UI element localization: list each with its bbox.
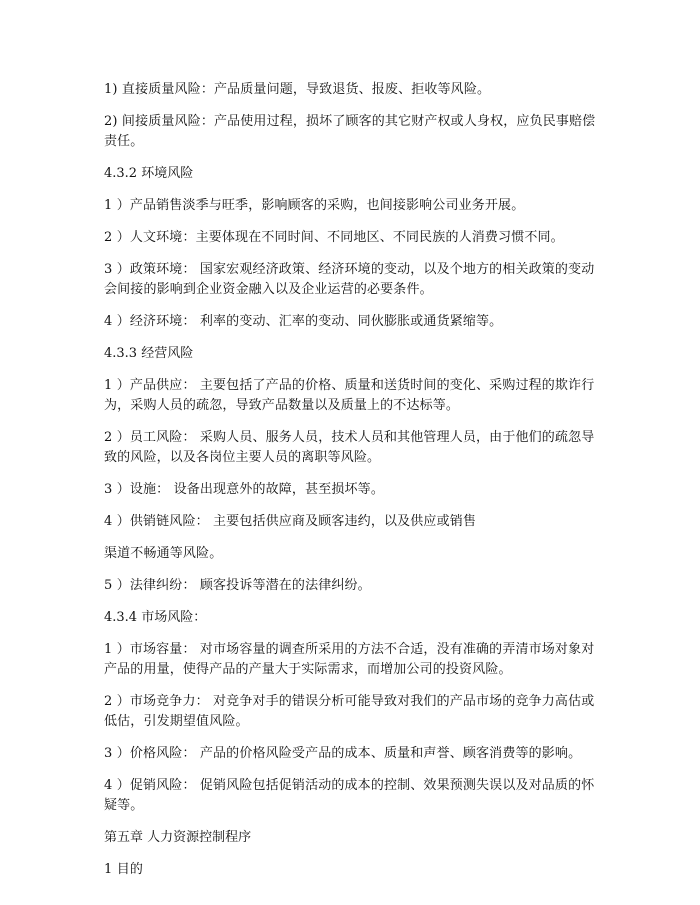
chapter-heading-5: 第五章 人力资源控制程序 (104, 830, 252, 845)
paragraph-employee-risk: 2 ）员工风险： 采购人员、服务人员，技术人员和其他管理人员，由于他们的疏忽导致的风险，以及各岗位主要人员的离职等风险。 (104, 430, 595, 465)
paragraph-indirect-quality-risk: 2) 间接质量风险：产品使用过程，损坏了顾客的其它财产权或人身权，应负民事赔偿责任。 (104, 114, 596, 149)
paragraph-sales-season: 1 ）产品销售淡季与旺季，影响顾客的采购，也间接影响公司业务开展。 (104, 198, 525, 213)
paragraph-promotion-risk: 4 ）促销风险： 促销风险包括促销活动的成本的控制、效果预测失误以及对品质的怀疑等。 (104, 778, 595, 813)
section-heading-4-3-2: 4.3.2 环境风险 (104, 166, 194, 181)
subheading-purpose: 1 目的 (104, 862, 144, 877)
document-page (104, 80, 604, 892)
paragraph-direct-quality-risk: 1) 直接质量风险：产品质量问题，导致退货、报废、拒收等风险。 (104, 82, 491, 97)
paragraph-market-competitiveness: 2 ）市场竞争力： 对竞争对手的错误分析可能导致对我们的产品市场的竞争力高估或低估，引发期望值风险。 (104, 694, 595, 729)
section-heading-4-3-3: 4.3.3 经营风险 (104, 346, 194, 361)
paragraph-legal-disputes: 5 ）法律纠纷： 顾客投诉等潜在的法律纠纷。 (104, 578, 371, 593)
paragraph-cultural-environment: 2 ）人文环境：主要体现在不同时间、不同地区、不同民族的人消费习惯不同。 (104, 230, 564, 245)
paragraph-supply-chain-continued: 渠道不畅通等风险。 (104, 546, 223, 561)
paragraph-product-supply: 1 ）产品供应： 主要包括了产品的价格、质量和送货时间的变化、采购过程的欺诈行为，采购人员的疏忽，导致产品数量以及质量上的不达标等。 (104, 378, 595, 413)
paragraph-economic-environment: 4 ）经济环境： 利率的变动、汇率的变动、同伙膨胀或通货紧缩等。 (104, 314, 503, 329)
paragraph-policy-environment: 3 ）政策环境： 国家宏观经济政策、经济环境的变动，以及个地方的相关政策的变动会间接的影响到企业资金融入以及企业运营的必要条件。 (104, 262, 595, 297)
paragraph-supply-chain-risk: 4 ）供销链风险： 主要包括供应商及顾客违约，以及供应或销售 (104, 514, 477, 529)
paragraph-facilities: 3 ）设施： 设备出现意外的故障，甚至损坏等。 (104, 482, 384, 497)
paragraph-market-capacity: 1 ）市场容量： 对市场容量的调查所采用的方法不合适，没有准确的弄清市场对象对产品的用量，使得产品的产量大于实际需求，而增加公司的投资风险。 (104, 642, 595, 677)
paragraph-price-risk: 3 ）价格风险： 产品的价格风险受产品的成本、质量和声誉、顾客消费等的影响。 (104, 746, 582, 761)
section-heading-4-3-4: 4.3.4 市场风险： (104, 610, 207, 625)
